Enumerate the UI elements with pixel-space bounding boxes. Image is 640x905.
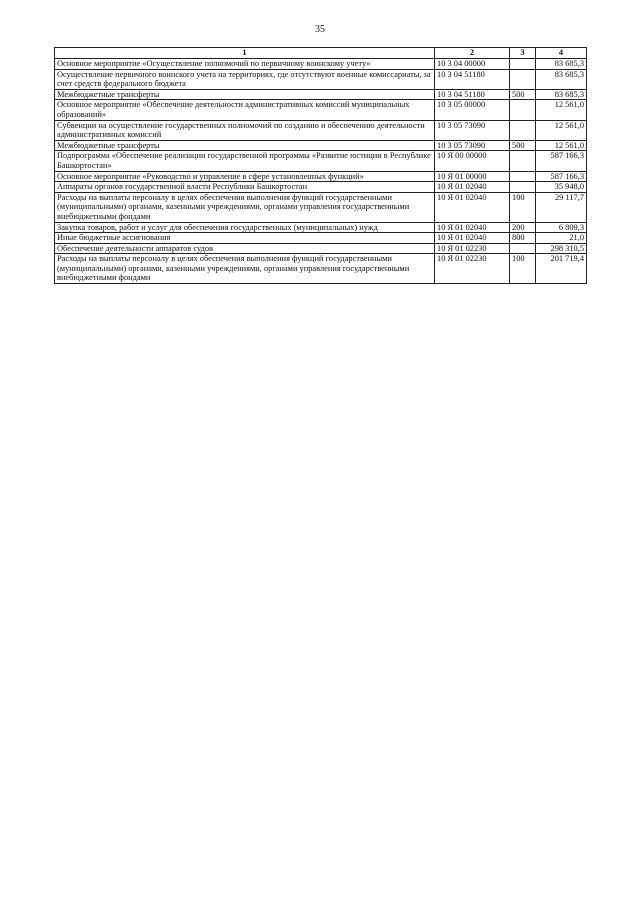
- row-code-cell: 10 Я 01 02040: [435, 182, 510, 193]
- row-amount-cell: 21,0: [536, 233, 587, 244]
- row-name-cell: Обеспечение деятельности аппаратов судов: [55, 243, 435, 254]
- header-col-2: 2: [435, 48, 510, 59]
- table-body: [55, 59, 587, 284]
- row-name-cell: Основное мероприятие «Руководство и управление в сфере установленных функций»: [55, 171, 435, 182]
- row-code-cell: 10 3 05 73090: [435, 140, 510, 151]
- row-expense-type-cell: 100: [510, 254, 536, 284]
- row-expense-type-cell: [510, 182, 536, 193]
- table-row: [55, 89, 587, 100]
- row-code-cell: 10 3 04 51180: [435, 69, 510, 89]
- row-amount-cell: 298 310,5: [536, 243, 587, 254]
- row-code-cell: 10 Я 00 00000: [435, 151, 510, 171]
- table-row: [55, 100, 587, 120]
- row-code-cell: 10 Я 01 00000: [435, 171, 510, 182]
- table-row: [55, 171, 587, 182]
- row-amount-cell: 12 561,0: [536, 100, 587, 120]
- row-expense-type-cell: [510, 59, 536, 70]
- row-name-cell: Расходы на выплаты персоналу в целях обеспечения выполнения функций государственными (муниципальными) органами, казенными учреждениями, органами управления государственными внебюджетными фондами: [55, 192, 435, 222]
- row-name-cell: Субвенции на осуществление государственных полномочий по созданию и обеспечению деятельности административных комиссий: [55, 120, 435, 140]
- row-expense-type-cell: 800: [510, 233, 536, 244]
- page-number: 35: [315, 24, 325, 35]
- row-code-cell: 10 3 04 51180: [435, 89, 510, 100]
- row-code-cell: 10 Я 01 02040: [435, 192, 510, 222]
- row-code-cell: 10 Я 01 02230: [435, 243, 510, 254]
- row-code-cell: 10 3 05 73090: [435, 120, 510, 140]
- row-code-cell: 10 3 05 00000: [435, 100, 510, 120]
- header-col-3: 3: [510, 48, 536, 59]
- row-amount-cell: 12 561,0: [536, 140, 587, 151]
- table-row: [55, 151, 587, 171]
- table-header-row: [55, 48, 587, 59]
- row-name-cell: Закупка товаров, работ и услуг для обеспечения государственных (муниципальных) нужд: [55, 222, 435, 233]
- row-expense-type-cell: [510, 120, 536, 140]
- table-row: [55, 233, 587, 244]
- row-expense-type-cell: [510, 100, 536, 120]
- row-name-cell: Аппараты органов государственной власти Республики Башкортостан: [55, 182, 435, 193]
- row-amount-cell: 6 809,3: [536, 222, 587, 233]
- header-col-4: 4: [536, 48, 587, 59]
- table-row: [55, 192, 587, 222]
- row-amount-cell: 35 948,0: [536, 182, 587, 193]
- row-amount-cell: 29 117,7: [536, 192, 587, 222]
- row-amount-cell: 83 685,3: [536, 59, 587, 70]
- row-amount-cell: 12 561,0: [536, 120, 587, 140]
- row-name-cell: Основное мероприятие «Обеспечение деятельности административных комиссий муниципальных образований»: [55, 100, 435, 120]
- row-code-cell: 10 Я 01 02040: [435, 233, 510, 244]
- row-name-cell: Межбюджетные трансферты: [55, 140, 435, 151]
- budget-table: [54, 47, 587, 284]
- table-row: [55, 140, 587, 151]
- row-expense-type-cell: 200: [510, 222, 536, 233]
- row-name-cell: Основное мероприятие «Осуществление полномочий по первичному воинскому учету»: [55, 59, 435, 70]
- row-amount-cell: 83 685,3: [536, 89, 587, 100]
- row-amount-cell: 83 685,3: [536, 69, 587, 89]
- row-code-cell: 10 Я 01 02230: [435, 254, 510, 284]
- row-amount-cell: 587 166,3: [536, 151, 587, 171]
- row-name-cell: Межбюджетные трансферты: [55, 89, 435, 100]
- row-expense-type-cell: 500: [510, 140, 536, 151]
- row-expense-type-cell: [510, 243, 536, 254]
- row-expense-type-cell: 100: [510, 192, 536, 222]
- row-expense-type-cell: [510, 151, 536, 171]
- table-row: [55, 120, 587, 140]
- header-col-1: 1: [55, 48, 435, 59]
- row-amount-cell: 587 166,3: [536, 171, 587, 182]
- row-amount-cell: 201 719,4: [536, 254, 587, 284]
- table-row: [55, 222, 587, 233]
- table-row: [55, 254, 587, 284]
- table-row: [55, 69, 587, 89]
- table-row: [55, 243, 587, 254]
- row-code-cell: 10 3 04 00000: [435, 59, 510, 70]
- row-code-cell: 10 Я 01 02040: [435, 222, 510, 233]
- row-name-cell: Иные бюджетные ассигнования: [55, 233, 435, 244]
- row-name-cell: Расходы на выплаты персоналу в целях обеспечения выполнения функций государственными (муниципальными) органами, казенными учреждениями, органами управления государственными внебюджетными фондами: [55, 254, 435, 284]
- table-row: [55, 182, 587, 193]
- row-expense-type-cell: [510, 69, 536, 89]
- row-expense-type-cell: [510, 171, 536, 182]
- row-name-cell: Осуществление первичного воинского учета на территориях, где отсутствуют военные комиссариаты, за счет средств федерального бюджета: [55, 69, 435, 89]
- table-row: [55, 59, 587, 70]
- row-name-cell: Подпрограмма «Обеспечение реализации государственной программы «Развитие юстиции в Республике Башкортостан»: [55, 151, 435, 171]
- row-expense-type-cell: 500: [510, 89, 536, 100]
